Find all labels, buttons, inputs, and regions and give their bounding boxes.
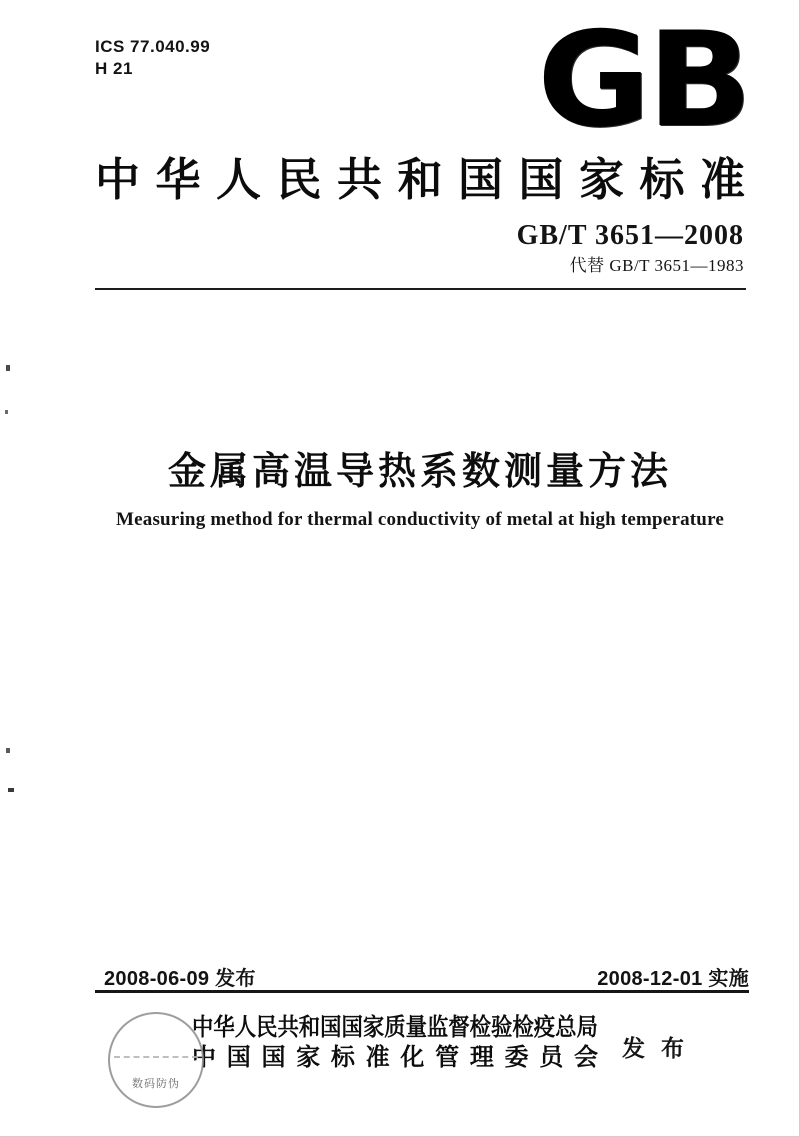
effective-date: 2008-12-01 实施 — [597, 968, 749, 990]
scan-artifact-dot — [5, 410, 8, 414]
ics-code: ICS 77.040.99 — [95, 37, 211, 56]
scan-artifact-dot — [6, 365, 10, 371]
stamp-midline — [114, 1056, 198, 1058]
national-standard-heading: 中华人民共和国国家标准 — [95, 155, 745, 205]
stamp-label: 数码防伪 — [132, 1078, 180, 1090]
replaces-note: 代替 GB/T 3651—1983 — [569, 256, 744, 275]
footer-divider-line — [95, 990, 749, 993]
standard-number: GB/T 3651—2008 — [516, 220, 744, 251]
anti-counterfeit-stamp-icon — [108, 1012, 204, 1108]
gb-logo: GB — [537, 3, 749, 156]
scan-artifact-dot — [6, 748, 10, 753]
scan-artifact-dot — [8, 788, 14, 792]
title-chinese: 金属高温导热系数测量方法 — [167, 451, 672, 493]
issuing-bodies — [192, 1013, 602, 1073]
title-english: Measuring method for thermal conductivity of metal at high temperature — [115, 509, 724, 530]
doc-class-code: H 21 — [95, 59, 133, 78]
header-divider-line — [95, 288, 746, 290]
issuer-sac: 中国国家标准化管理委员会 — [192, 1045, 598, 1071]
issuer-aqsiq: 中华人民共和国国家质量监督检验检疫总局 — [192, 1015, 598, 1041]
publish-label: 发布 — [622, 1036, 700, 1061]
ics-codes — [95, 36, 210, 80]
issue-date: 2008-06-09 发布 — [104, 968, 256, 990]
